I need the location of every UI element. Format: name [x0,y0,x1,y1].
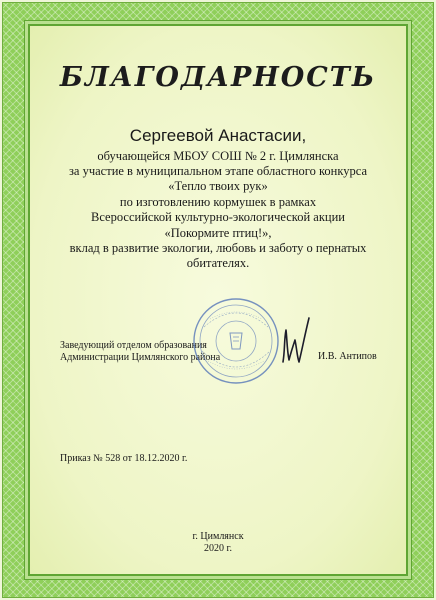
body-line: по изготовлению кормушек в рамках [119,195,317,209]
handwritten-signature [275,310,315,370]
recipient-name: Сергеевой Анастасии, [129,126,307,145]
official-seal-icon [190,297,282,385]
body-line: за участие в муниципальном этапе областного конкурса [68,164,367,178]
body-line: «Тепло твоих рук» [168,179,268,193]
city-label: г. Цимлянск [192,531,244,542]
signer-position: Заведующий отделом образования [60,340,207,351]
certificate-title: БЛАГОДАРНОСТЬ [59,62,377,93]
body-line: Всероссийской культурно-экологической акции [91,210,345,224]
body-line: «Покормите птиц!», [164,226,272,240]
body-line: обучающейся МБОУ СОШ № 2 г. Цимлянска [97,149,339,163]
order-reference: Приказ № 528 от 18.12.2020 г. [60,453,188,464]
signer-name: И.В. Антипов [318,351,377,362]
year-label: 2020 г. [204,543,232,554]
signer-position: Администрации Цимлянского района [60,352,221,363]
body-line: обитателях. [186,256,250,270]
body-line: вклад в развитие экологии, любовь и заботу о пернатых [69,241,367,255]
